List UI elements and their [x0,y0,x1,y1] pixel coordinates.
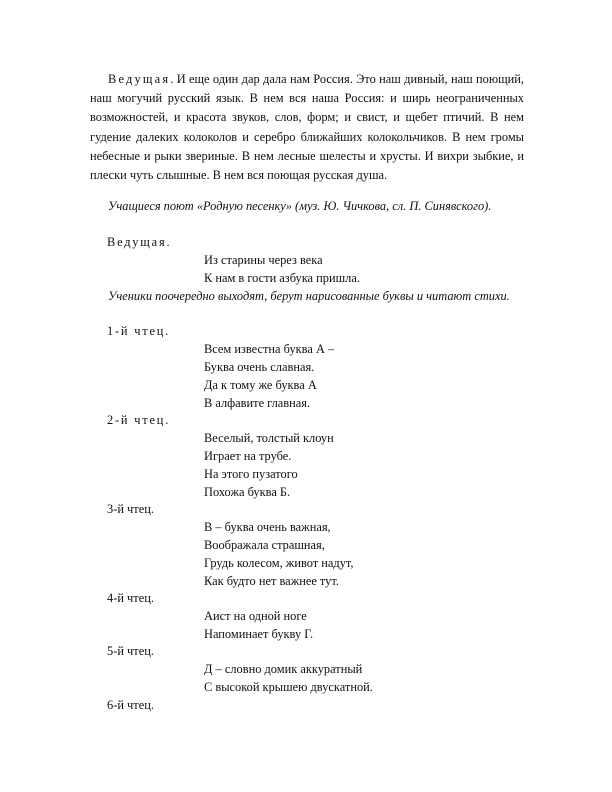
intro-paragraph [90,70,524,185]
verse-line: Веселый, толстый клоун [204,431,334,445]
reader-label: 5-й чтец. [107,644,154,658]
verse-line: С высокой крышею двускатной. [204,680,373,694]
reader-label: 4-й чтец. [107,591,154,605]
verse-line: Воображала страшная, [204,538,325,552]
verse-line: Всем известна буква А – [204,342,335,356]
reader-label: 1-й чтец. [107,324,169,338]
verse-line: Из старины через века [204,253,323,267]
verse-line: В – буква очень важная, [204,520,331,534]
reader-label: 6-й чтец. [107,698,154,712]
verse-line: Играет на трубе. [204,449,292,463]
verse-line: Да к тому же буква А [204,378,317,392]
stage-direction-song: Учащиеся поют «Родную песенку» (муз. Ю. Чичкова, сл. П. Синявского). [108,199,492,213]
verse-line: Грудь колесом, живот надут, [204,556,354,570]
verse-line: Д – словно домик аккуратный [204,662,363,676]
verse-line: Напоминает букву Г. [204,627,314,641]
verse-line: Как будто нет важнее тут. [204,574,339,588]
verse-line: Аист на одной ноге [204,609,307,623]
verse-line: Буква очень славная. [204,360,315,374]
reader-label: 2-й чтец. [107,413,169,427]
intro-text: . И еще один дар дала нам Россия. Это наш дивный, наш поющий, наш могучий русский язык. В нем вся наша Россия: и ширь неограниченных возможностей, и красота звуков, слов, форм; и свист, и щебет птичий. В нем гудение далеких колоколов и серебро ближайших колокольчиков. В нем громы небесные и рыки звериные. В нем лесные шелесты и хрусты. И вихри зыбкие, и плески чуть слышные. В нем вся поющая русская душа. [90,72,524,183]
speaker-label: Ведущая [108,72,171,86]
verse-line: На этого пузатого [204,467,298,481]
verse-line: К нам в гости азбука пришла. [204,271,360,285]
verse-line: В алфавите главная. [204,396,311,410]
host-label: Ведущая. [107,235,170,249]
reader-label: 3-й чтец. [107,502,154,516]
verse-line: Похожа буква Б. [204,485,291,499]
stage-direction-readers: Ученики поочередно выходят, берут нарисованные буквы и читают стихи. [108,289,510,303]
